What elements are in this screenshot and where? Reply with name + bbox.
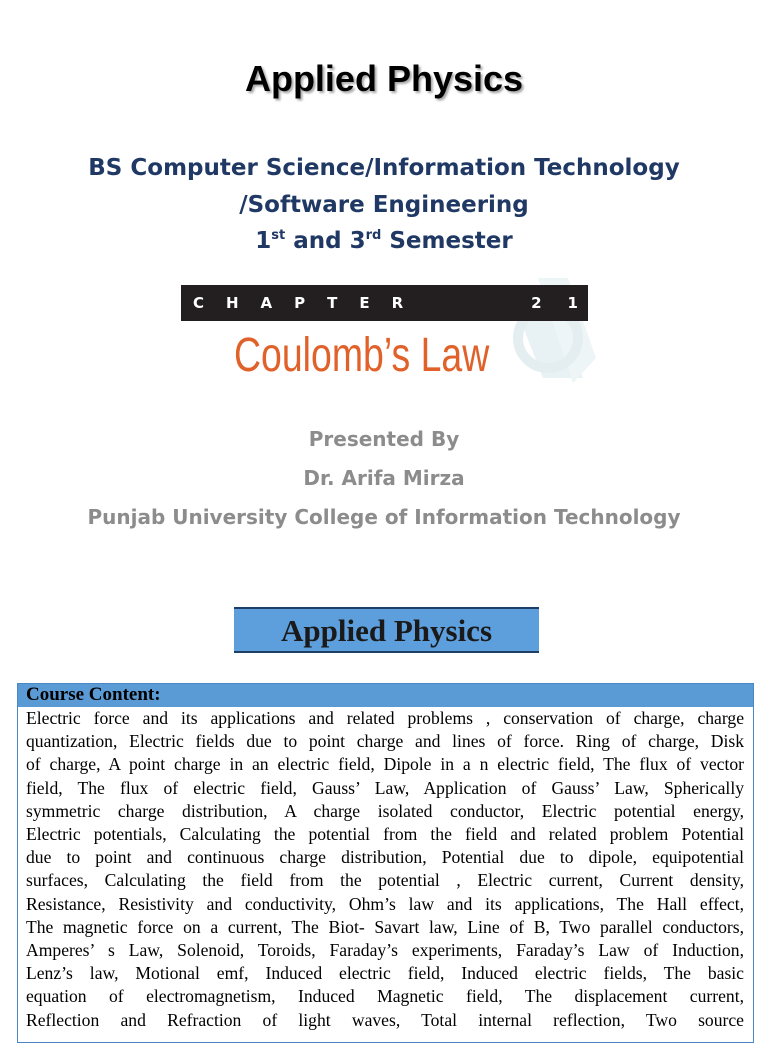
course-line: Amperes’ s Law, Solenoid, Toroids, Faraday’s experiments, Faraday’s Law of Induction, (26, 940, 744, 961)
course-line: due to point and continuous charge distribution, Potential due to dipole, equipotential (26, 847, 744, 868)
course-line: field, The flux of electric field, Gauss’ Law, Application of Gauss’ Law, Spherically (26, 777, 744, 798)
program-line-2: /Software Engineering (239, 191, 529, 218)
course-line: Reflection and Refraction of light waves, Total internal reflection, Two source (26, 1009, 744, 1030)
chapter-label: CHAPTER (193, 294, 426, 312)
course-content-box (17, 683, 754, 1043)
course-line: Resistance, Resistivity and conductivity, Ohm’s law and its applications, The Hall effect, (26, 893, 744, 914)
program-block (0, 150, 768, 260)
course-line: symmetric charge distribution, A charge isolated conductor, Electric potential energy, (26, 800, 744, 821)
course-line: Electric potentials, Calculating the potential from the field and related problem Potential (26, 824, 744, 845)
semester-suffix-2: rd (365, 228, 382, 243)
chapter-number: 21 (531, 294, 604, 312)
semester-label: Semester (381, 228, 513, 254)
course-banner: Applied Physics (234, 607, 539, 653)
semester-number-1: 1 (255, 228, 272, 254)
semester-and: and 3 (285, 228, 366, 254)
semester-suffix-1: st (271, 228, 286, 243)
course-line: Lenz’s law, Motional emf, Induced electric field, Induced electric fields, The basic (26, 963, 744, 984)
semester-line (0, 223, 768, 260)
presenter-institution: Punjab University College of Information Technology (87, 505, 681, 529)
course-content-header: Course Content: (18, 684, 753, 707)
chapter-bar (181, 285, 604, 321)
course-line: The magnetic force on a current, The Biot- Savart law, Line of B, Two parallel conductors, (26, 916, 744, 937)
course-content-text (18, 707, 753, 1032)
document-title: Applied Physics (244, 58, 524, 99)
course-line: of charge, A point charge in an electric field, Dipole in a n electric field, The flux of vector (26, 754, 744, 775)
course-line: equation of electromagnetism, Induced Magnetic field, The displacement current, (26, 986, 744, 1007)
course-line: quantization, Electric fields due to point charge and lines of force. Ring of charge, Disk (26, 731, 744, 752)
presented-by-label: Presented By (308, 427, 460, 451)
course-line: surfaces, Calculating the field from the potential , Electric current, Current density, (26, 870, 744, 891)
chapter-title: Coulomb’s Law (234, 329, 490, 382)
presenter-block (0, 420, 768, 537)
presenter-name: Dr. Arifa Mirza (303, 466, 465, 490)
program-line-1: BS Computer Science/Information Technology (88, 155, 680, 181)
course-line: Electric force and its applications and related problems , conservation of charge, charge (26, 708, 744, 728)
